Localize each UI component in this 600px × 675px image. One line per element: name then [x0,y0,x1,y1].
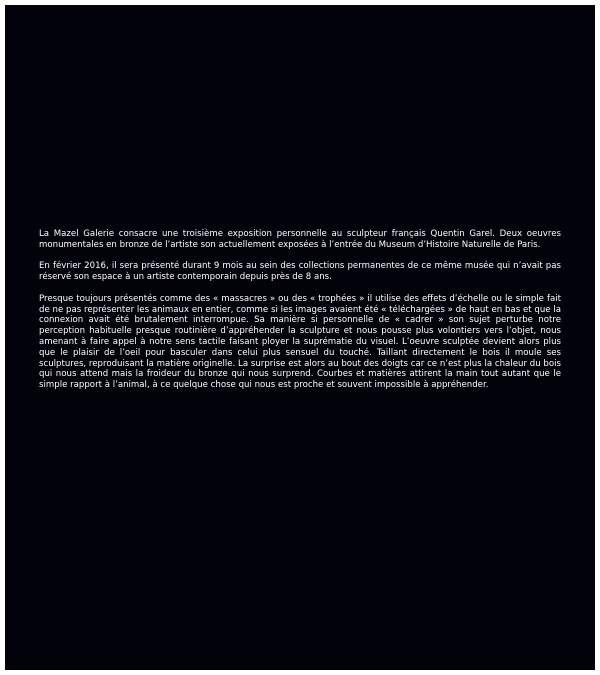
article-text [39,229,561,391]
paragraph-description: Presque toujours présentés comme des « massacres » ou des « trophées » il utilise des effets d’échelle ou le simple fait de ne pas représenter les animaux en entier, comme si les images avaient été « téléchargées » de haut en bas et que la connexion avait été brutalement interrompue. Sa manière si personnelle de « cadrer » son sujet perturbe notre perception habituelle presque routinière d’appréhender la sculpture et nous pousse plus volontiers vers l’objet, nous amenant à faire appel à notre sens tactile faisant ployer la suprématie du visuel. L’oeuvre sculptée devient alors plus que le plaisir de l’oeil pour basculer dans celui plus sensuel du touché. Taillant directement le bois il moule ses sculptures, reproduisant la matière originelle. La surprise est alors au bout des doigts car ce n’est plus la chaleur du bois qui nous attend mais la froideur du bronze qui nous surprend. Courbes et matières attirent la main tout autant que le simple rapport à l’animal, à ce quelque chose qui nous est proche et souvent impossible à appréhender. [39,293,561,391]
paragraph-intro: La Mazel Galerie consacre une troisième exposition personnelle au sculpteur français Quentin Garel. Deux oeuvres monumentales en bronze de l’artiste son actuellement exposées à l’entrée du Museum d’Histoire Naturelle de Paris. [39,229,561,250]
paragraph-museum: En février 2016, il sera présenté durant 9 mois au sein des collections permanentes de ce même musée qui n’avait pas réservé son espace à un artiste contemporain depuis près de 8 ans. [39,261,561,283]
content-panel [5,5,595,670]
